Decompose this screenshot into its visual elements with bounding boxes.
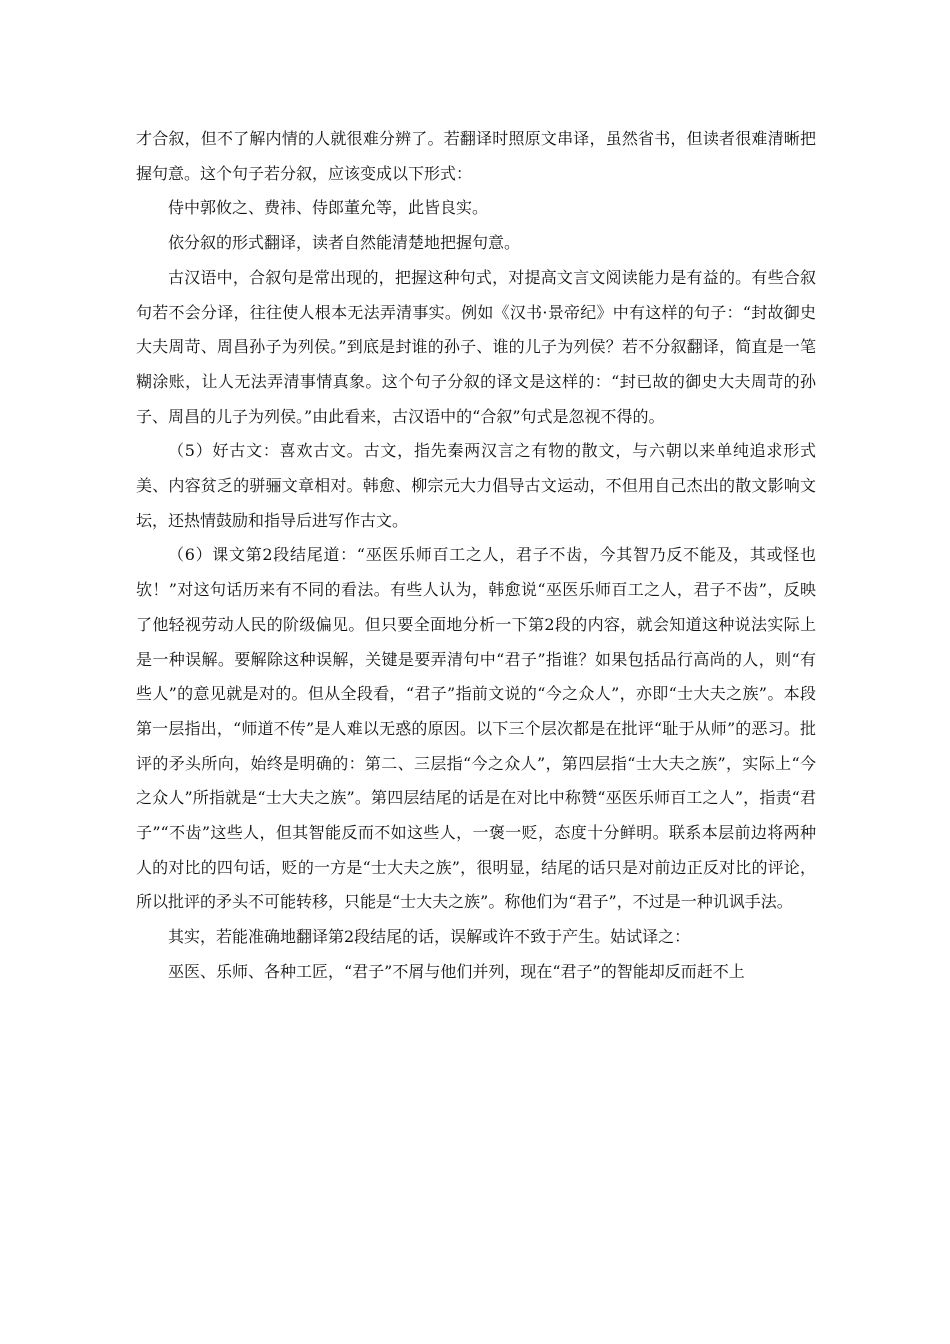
paragraph-translation-intro: 其实，若能准确地翻译第2段结尾的话，误解或许不致于产生。姑试译之： xyxy=(168,927,691,947)
paragraph-note-5: （5）好古文：喜欢古文。古文，指先秦两汉言之有物的散文，与六朝以来单纯追求形式美、内容贫乏的骈骊文章相对。韩愈、柳宗元大力倡导古文运动，不但用自己杰出的散文影响文坛，还热情鼓励和指导后进写作古文。 xyxy=(136,441,816,530)
paragraph-translation: 巫医、乐师、各种工匠，“君子”不屑与他们并列，现在“君子”的智能却反而赶不上 xyxy=(168,961,745,981)
paragraph-translation-note: 依分叙的形式翻译，读者自然能清楚地把握句意。 xyxy=(168,233,521,253)
document-body xyxy=(136,122,816,990)
paragraph-combined-narration: 古汉语中，合叙句是常出现的，把握这种句式，对提高文言文阅读能力是有益的。有些合叙句若不会分译，往往使人根本无法弄清事实。例如《汉书·景帝纪》中有这样的句子：“封故御史大夫周苛、周昌孙子为列侯。”到底是封谁的孙子、谁的儿子为列侯？若不分叙翻译，简直是一笔糊涂账，让人无法弄清事情真象。这个句子分叙的译文是这样的：“封已故的御史大夫周苛的孙子、周昌的儿子为列侯。”由此看来，古汉语中的“合叙”句式是忽视不得的。 xyxy=(136,267,816,426)
paragraph-example-sentence: 侍中郭攸之、费祎、侍郎董允等，此皆良实。 xyxy=(168,198,489,218)
paragraph-continuation: 才合叙，但不了解内情的人就很难分辨了。若翻译时照原文串译，虽然省书，但读者很难清晰把握句意。这个句子若分叙，应该变成以下形式： xyxy=(136,129,816,183)
paragraph-note-6: （6）课文第2段结尾道：“巫医乐师百工之人，君子不齿，今其智乃反不能及，其或怪也欤！”对这句话历来有不同的看法。有些人认为，韩愈说“巫医乐师百工之人，君子不齿”，反映了他轻视劳动人民的阶级偏见。但只要全面地分析一下第2段的内容，就会知道这种说法实际上是一种误解。要解除这种误解，关键是要弄清句中“君子”指谁？如果包括品行高尚的人，则“有些人”的意见就是对的。但从全段看，“君子”指前文说的“今之众人”，亦即“士大夫之族”。本段第一层指出，“师道不传”是人难以无惑的原因。以下三个层次都是在批评“耻于从师”的恶习。批评的矛头所向，始终是明确的：第二、三层指“今之众人”，第四层指“士大夫之族”，实际上“今之众人”所指就是“士大夫之族”。第四层结尾的话是在对比中称赞“巫医乐师百工之人”，指责“君子”“不齿”这些人，但其智能反而不如这些人，一褒一贬，态度十分鲜明。联系本层前边将两种人的对比的四句话，贬的一方是“士大夫之族”，很明显，结尾的话只是对前边正反对比的评论，所以批评的矛头不可能转移，只能是“士大夫之族”。称他们为“君子”，不过是一种讥讽手法。 xyxy=(136,545,816,912)
